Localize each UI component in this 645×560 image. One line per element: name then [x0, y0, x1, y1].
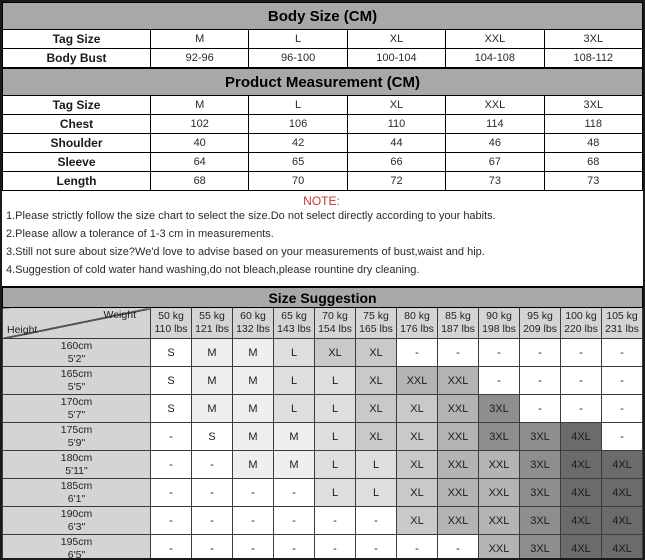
value-cell: 3XL — [544, 30, 642, 49]
weight-lbs: 187 lbs — [441, 323, 475, 335]
value-cell: 92-96 — [151, 49, 249, 68]
size-cell: L — [315, 423, 356, 451]
size-cell: - — [561, 367, 602, 395]
size-cell: XL — [356, 395, 397, 423]
size-cell: 3XL — [520, 479, 561, 507]
weight-header-cell — [520, 308, 561, 339]
size-cell: XL — [356, 367, 397, 395]
row-label: Tag Size — [3, 96, 151, 115]
size-cell: - — [233, 535, 274, 560]
height-header-cell — [3, 451, 151, 479]
note-section — [2, 191, 643, 287]
size-cell: XL — [397, 423, 438, 451]
table-row — [3, 423, 643, 451]
table-row — [3, 3, 643, 30]
weight-kg: 105 kg — [606, 310, 638, 322]
size-cell: 3XL — [520, 423, 561, 451]
table-row — [3, 367, 643, 395]
size-cell: S — [151, 339, 192, 367]
weight-header-cell — [315, 308, 356, 339]
product-measurement-body — [3, 96, 643, 191]
size-cell: 3XL — [520, 507, 561, 535]
value-cell: 68 — [544, 153, 642, 172]
size-cell: M — [192, 339, 233, 367]
size-cell: - — [233, 479, 274, 507]
body-size-table — [2, 2, 643, 68]
size-cell: XXL — [397, 367, 438, 395]
size-cell: 4XL — [561, 535, 602, 560]
size-cell: - — [561, 339, 602, 367]
size-cell: 4XL — [602, 535, 643, 560]
height-ft: 6'5" — [67, 548, 86, 560]
size-cell: - — [520, 339, 561, 367]
height-cm: 160cm — [60, 339, 93, 352]
corner-height-label: Height — [7, 324, 38, 336]
size-cell: XL — [397, 451, 438, 479]
size-cell: XXL — [438, 423, 479, 451]
size-cell: - — [520, 395, 561, 423]
height-ft: 5'2" — [67, 352, 86, 365]
value-cell: 68 — [151, 172, 249, 191]
product-measurement-title: Product Measurement (CM) — [3, 69, 643, 96]
weight-kg: 65 kg — [281, 310, 307, 322]
note-item: 3.Still not sure about size?We'd love to advise based on your measurements of bust,waist and hip. — [6, 246, 485, 258]
size-cell: - — [438, 339, 479, 367]
size-cell: - — [274, 535, 315, 560]
size-cell: XL — [397, 479, 438, 507]
size-cell: - — [356, 535, 397, 560]
height-ft: 5'11" — [65, 464, 88, 477]
row-label: Chest — [3, 115, 151, 134]
size-cell: - — [356, 507, 397, 535]
size-cell: - — [479, 339, 520, 367]
size-cell: L — [315, 479, 356, 507]
weight-lbs: 154 lbs — [318, 323, 352, 335]
size-cell: L — [274, 395, 315, 423]
height-header-cell — [3, 479, 151, 507]
value-cell: 73 — [446, 172, 544, 191]
size-cell: XL — [356, 423, 397, 451]
size-cell: M — [233, 451, 274, 479]
height-header-cell — [3, 507, 151, 535]
value-cell: 72 — [347, 172, 445, 191]
table-row — [3, 451, 643, 479]
table-row — [3, 96, 643, 115]
weight-kg: 85 kg — [445, 310, 471, 322]
height-cm: 190cm — [60, 507, 93, 520]
value-cell: 104-108 — [446, 49, 544, 68]
size-cell: XXL — [479, 451, 520, 479]
row-label: Length — [3, 172, 151, 191]
value-cell: 114 — [446, 115, 544, 134]
size-cell: XXL — [438, 395, 479, 423]
size-cell: M — [233, 367, 274, 395]
weight-header-cell — [479, 308, 520, 339]
value-cell: XL — [347, 96, 445, 115]
weight-lbs: 209 lbs — [523, 323, 557, 335]
size-cell: XL — [315, 339, 356, 367]
size-cell: XL — [356, 339, 397, 367]
height-header-cell — [3, 423, 151, 451]
body-size-title: Body Size (CM) — [3, 3, 643, 30]
value-cell: 67 — [446, 153, 544, 172]
size-cell: XL — [397, 507, 438, 535]
weight-kg: 80 kg — [404, 310, 430, 322]
value-cell: L — [249, 30, 347, 49]
size-cell: XL — [397, 395, 438, 423]
height-cm: 195cm — [60, 535, 93, 548]
size-cell: - — [151, 507, 192, 535]
value-cell: 96-100 — [249, 49, 347, 68]
height-header-cell — [3, 535, 151, 560]
value-cell: 100-104 — [347, 49, 445, 68]
weight-kg: 55 kg — [199, 310, 225, 322]
size-cell: 3XL — [520, 535, 561, 560]
value-cell: 108-112 — [544, 49, 642, 68]
weight-header-cell — [151, 308, 192, 339]
weight-header-row — [3, 308, 643, 339]
size-cell: M — [192, 367, 233, 395]
value-cell: 73 — [544, 172, 642, 191]
size-cell: 4XL — [561, 423, 602, 451]
table-row — [3, 30, 643, 49]
table-row — [3, 507, 643, 535]
value-cell: 110 — [347, 115, 445, 134]
corner-weight-label: Weight — [103, 309, 136, 321]
value-cell: 64 — [151, 153, 249, 172]
weight-header-cell — [192, 308, 233, 339]
value-cell: 3XL — [544, 96, 642, 115]
weight-lbs: 176 lbs — [400, 323, 434, 335]
size-cell: - — [397, 535, 438, 560]
table-row — [3, 395, 643, 423]
value-cell: XXL — [446, 96, 544, 115]
table-row — [3, 134, 643, 153]
weight-lbs: 132 lbs — [236, 323, 270, 335]
weight-kg: 70 kg — [322, 310, 348, 322]
height-header-cell — [3, 339, 151, 367]
height-header-cell — [3, 395, 151, 423]
value-cell: L — [249, 96, 347, 115]
weight-header-cell — [356, 308, 397, 339]
size-cell: - — [192, 479, 233, 507]
weight-header-cell — [438, 308, 479, 339]
table-row — [3, 535, 643, 560]
table-row — [3, 49, 643, 68]
weight-lbs: 110 lbs — [154, 323, 188, 335]
weight-header-cell — [561, 308, 602, 339]
table-row — [3, 115, 643, 134]
size-suggestion-body — [3, 339, 643, 560]
value-cell: 66 — [347, 153, 445, 172]
height-cm: 180cm — [60, 451, 93, 464]
value-cell: 70 — [249, 172, 347, 191]
weight-header-cell — [397, 308, 438, 339]
note-item: 4.Suggestion of cold water hand washing,do not bleach,please rountine dry cleaning. — [6, 264, 420, 276]
size-cell: L — [356, 451, 397, 479]
size-cell: M — [274, 423, 315, 451]
size-cell: - — [151, 479, 192, 507]
height-ft: 5'9" — [67, 436, 86, 449]
size-cell: - — [192, 535, 233, 560]
height-header-cell — [3, 367, 151, 395]
body-size-body — [3, 30, 643, 68]
size-cell: - — [397, 339, 438, 367]
value-cell: 102 — [151, 115, 249, 134]
size-cell: XXL — [479, 535, 520, 560]
size-cell: 4XL — [602, 479, 643, 507]
note-item: 2.Please allow a tolerance of 1-3 cm in measurements. — [6, 228, 274, 240]
weight-kg: 95 kg — [527, 310, 553, 322]
weight-kg: 90 kg — [486, 310, 512, 322]
table-row — [3, 339, 643, 367]
value-cell: 48 — [544, 134, 642, 153]
value-cell: 65 — [249, 153, 347, 172]
weight-kg: 75 kg — [363, 310, 389, 322]
row-label: Sleeve — [3, 153, 151, 172]
size-cell: - — [274, 507, 315, 535]
size-cell: XXL — [479, 479, 520, 507]
value-cell: M — [151, 30, 249, 49]
weight-lbs: 220 lbs — [564, 323, 598, 335]
size-cell: S — [151, 395, 192, 423]
weight-kg: 60 kg — [240, 310, 266, 322]
weight-header-cell — [274, 308, 315, 339]
size-cell: XXL — [438, 479, 479, 507]
value-cell: 40 — [151, 134, 249, 153]
table-row — [3, 153, 643, 172]
value-cell: XL — [347, 30, 445, 49]
weight-lbs: 165 lbs — [359, 323, 393, 335]
size-cell: L — [356, 479, 397, 507]
value-cell: 46 — [446, 134, 544, 153]
size-cell: 4XL — [602, 451, 643, 479]
size-cell: M — [233, 339, 274, 367]
height-ft: 5'7" — [67, 408, 86, 421]
table-row — [3, 288, 643, 308]
size-cell: - — [151, 451, 192, 479]
size-cell: 3XL — [479, 423, 520, 451]
weight-header-cell — [233, 308, 274, 339]
size-cell: M — [233, 395, 274, 423]
weight-header-cell — [602, 308, 643, 339]
value-cell: XXL — [446, 30, 544, 49]
value-cell: 118 — [544, 115, 642, 134]
size-cell: - — [602, 367, 643, 395]
size-cell: XXL — [479, 507, 520, 535]
size-cell: 4XL — [561, 451, 602, 479]
product-measurement-table — [2, 68, 643, 191]
row-label: Body Bust — [3, 49, 151, 68]
weight-lbs: 231 lbs — [605, 323, 639, 335]
size-cell: L — [315, 451, 356, 479]
size-cell: - — [151, 423, 192, 451]
size-cell: - — [151, 535, 192, 560]
value-cell: 42 — [249, 134, 347, 153]
row-label: Tag Size — [3, 30, 151, 49]
note-item: 1.Please strictly follow the size chart to select the size.Do not select directly according to your habits. — [6, 210, 496, 222]
height-cm: 175cm — [60, 423, 93, 436]
note-list — [6, 210, 637, 277]
value-cell: 106 — [249, 115, 347, 134]
size-cell: XXL — [438, 367, 479, 395]
height-ft: 5'5" — [67, 380, 86, 393]
size-cell: - — [602, 395, 643, 423]
height-cm: 185cm — [60, 479, 93, 492]
height-ft: 6'3" — [67, 520, 86, 533]
height-cm: 170cm — [60, 395, 93, 408]
weight-height-corner-cell — [3, 308, 151, 339]
size-cell: - — [233, 507, 274, 535]
value-cell: M — [151, 96, 249, 115]
size-cell: - — [315, 507, 356, 535]
weight-kg: 50 kg — [158, 310, 184, 322]
weight-lbs: 121 lbs — [195, 323, 229, 335]
size-cell: - — [479, 367, 520, 395]
size-cell: S — [151, 367, 192, 395]
size-cell: 3XL — [520, 451, 561, 479]
size-cell: M — [192, 395, 233, 423]
weight-lbs: 198 lbs — [482, 323, 516, 335]
size-cell: L — [274, 339, 315, 367]
weight-kg: 100 kg — [565, 310, 597, 322]
size-cell: L — [315, 367, 356, 395]
size-cell: - — [520, 367, 561, 395]
size-cell: L — [315, 395, 356, 423]
table-row — [3, 172, 643, 191]
size-cell: 4XL — [561, 507, 602, 535]
size-cell: - — [192, 451, 233, 479]
weight-lbs: 143 lbs — [277, 323, 311, 335]
size-cell: 4XL — [561, 479, 602, 507]
size-cell: - — [438, 535, 479, 560]
size-cell: M — [233, 423, 274, 451]
size-cell: 3XL — [479, 395, 520, 423]
row-label: Shoulder — [3, 134, 151, 153]
size-cell: - — [602, 339, 643, 367]
size-cell: - — [315, 535, 356, 560]
size-cell: 4XL — [602, 507, 643, 535]
height-cm: 165cm — [60, 367, 93, 380]
size-cell: M — [274, 451, 315, 479]
size-cell: - — [602, 423, 643, 451]
table-row — [3, 69, 643, 96]
size-cell: S — [192, 423, 233, 451]
size-cell: - — [561, 395, 602, 423]
height-ft: 6'1" — [67, 492, 86, 505]
size-cell: - — [192, 507, 233, 535]
size-cell: L — [274, 367, 315, 395]
note-title: NOTE: — [303, 194, 340, 208]
size-suggestion-title: Size Suggestion — [3, 288, 643, 308]
size-suggestion-table — [2, 287, 643, 560]
size-cell: XXL — [438, 451, 479, 479]
value-cell: 44 — [347, 134, 445, 153]
table-row — [3, 479, 643, 507]
size-cell: XXL — [438, 507, 479, 535]
size-cell: - — [274, 479, 315, 507]
